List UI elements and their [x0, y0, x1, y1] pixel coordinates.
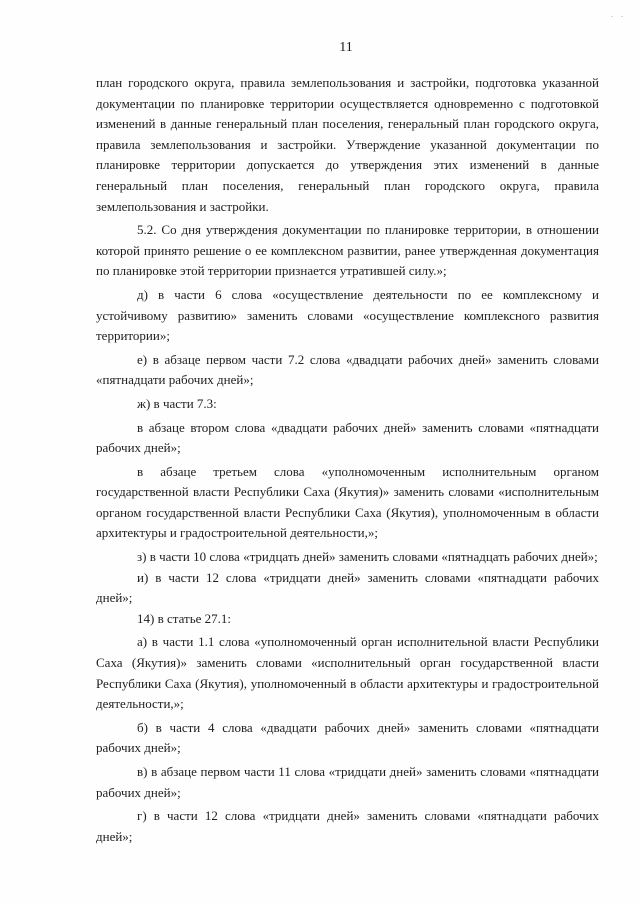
paragraph-b: б) в части 4 слова «двадцати рабочих дней» заменить словами «пятнадцати рабочих дней»;	[96, 719, 599, 756]
paragraph-5-2: 5.2. Со дня утверждения документации по планировке территории, в отношении которой принято решение о ее комплексном развитии, ранее утвержденная документация по планировке этой территории признается утратившей силу.»;	[96, 222, 599, 279]
paragraph-zh-abzac-3: в абзаце третьем слова «уполномоченным исполнительным органом государственной власти Республики Саха (Якутия)» заменить словами «исполнительным органом государственной власти Республики Саха (Якутия), уполномоченным в области архитектуры и градостроительной деятельности,»;	[96, 463, 599, 541]
paragraph-v: в) в абзаце первом части 11 слова «тридцати дней» заменить словами «пятнадцати рабочих дней»;	[96, 764, 599, 800]
paragraph-zh-abzac-2: в абзаце втором слова «двадцати рабочих дней» заменить словами «пятнадцати рабочих дней»;	[96, 419, 599, 456]
paragraph-zh: ж) в части 7.3:	[137, 395, 217, 411]
document-body	[96, 73, 599, 847]
paragraph-i: и) в части 12 слова «тридцати дней» заменить словами «пятнадцати рабочих дней»;	[96, 569, 599, 606]
page-number: 11	[339, 40, 353, 55]
paragraph-g: г) в части 12 слова «тридцати дней» заменить словами «пятнадцати рабочих дней»;	[96, 808, 599, 844]
paragraph-d: д) в части 6 слова «осуществление деятельности по ее комплексному и устойчивому развитию» заменить словами «осуществление комплексного развития территории»;	[96, 286, 599, 344]
paragraph-e: е) в абзаце первом части 7.2 слова «двадцати рабочих дней» заменить словами «пятнадцати рабочих дней»;	[96, 351, 599, 388]
paragraph-z: з) в части 10 слова «тридцать дней» заменить словами «пятнадцать рабочих дней»;	[137, 549, 598, 565]
paragraph-continuation: план городского округа, правила землепользования и застройки, подготовка указанной документации по планировке территории осуществляется одновременно с подготовкой изменений в данные генеральный план поселения, генеральный план городского округа, правила землепользования и застройки. Утверждение указанной документации по планировке территории допускается до утверждения этих изменений в данные генеральный план поселения, генеральный план городского округа, правила землепользования и застройки.	[96, 75, 599, 214]
scan-artifact-marks: . .	[611, 10, 626, 19]
paragraph-a: а) в части 1.1 слова «уполномоченный орган исполнительной власти Республики Саха (Якутия)» заменить словами «исполнительный орган государственной власти Республики Саха (Якутия), уполномоченный в области архитектуры и градостроительной деятельности,»;	[96, 634, 599, 712]
paragraph-14: 14) в статье 27.1:	[137, 610, 232, 626]
